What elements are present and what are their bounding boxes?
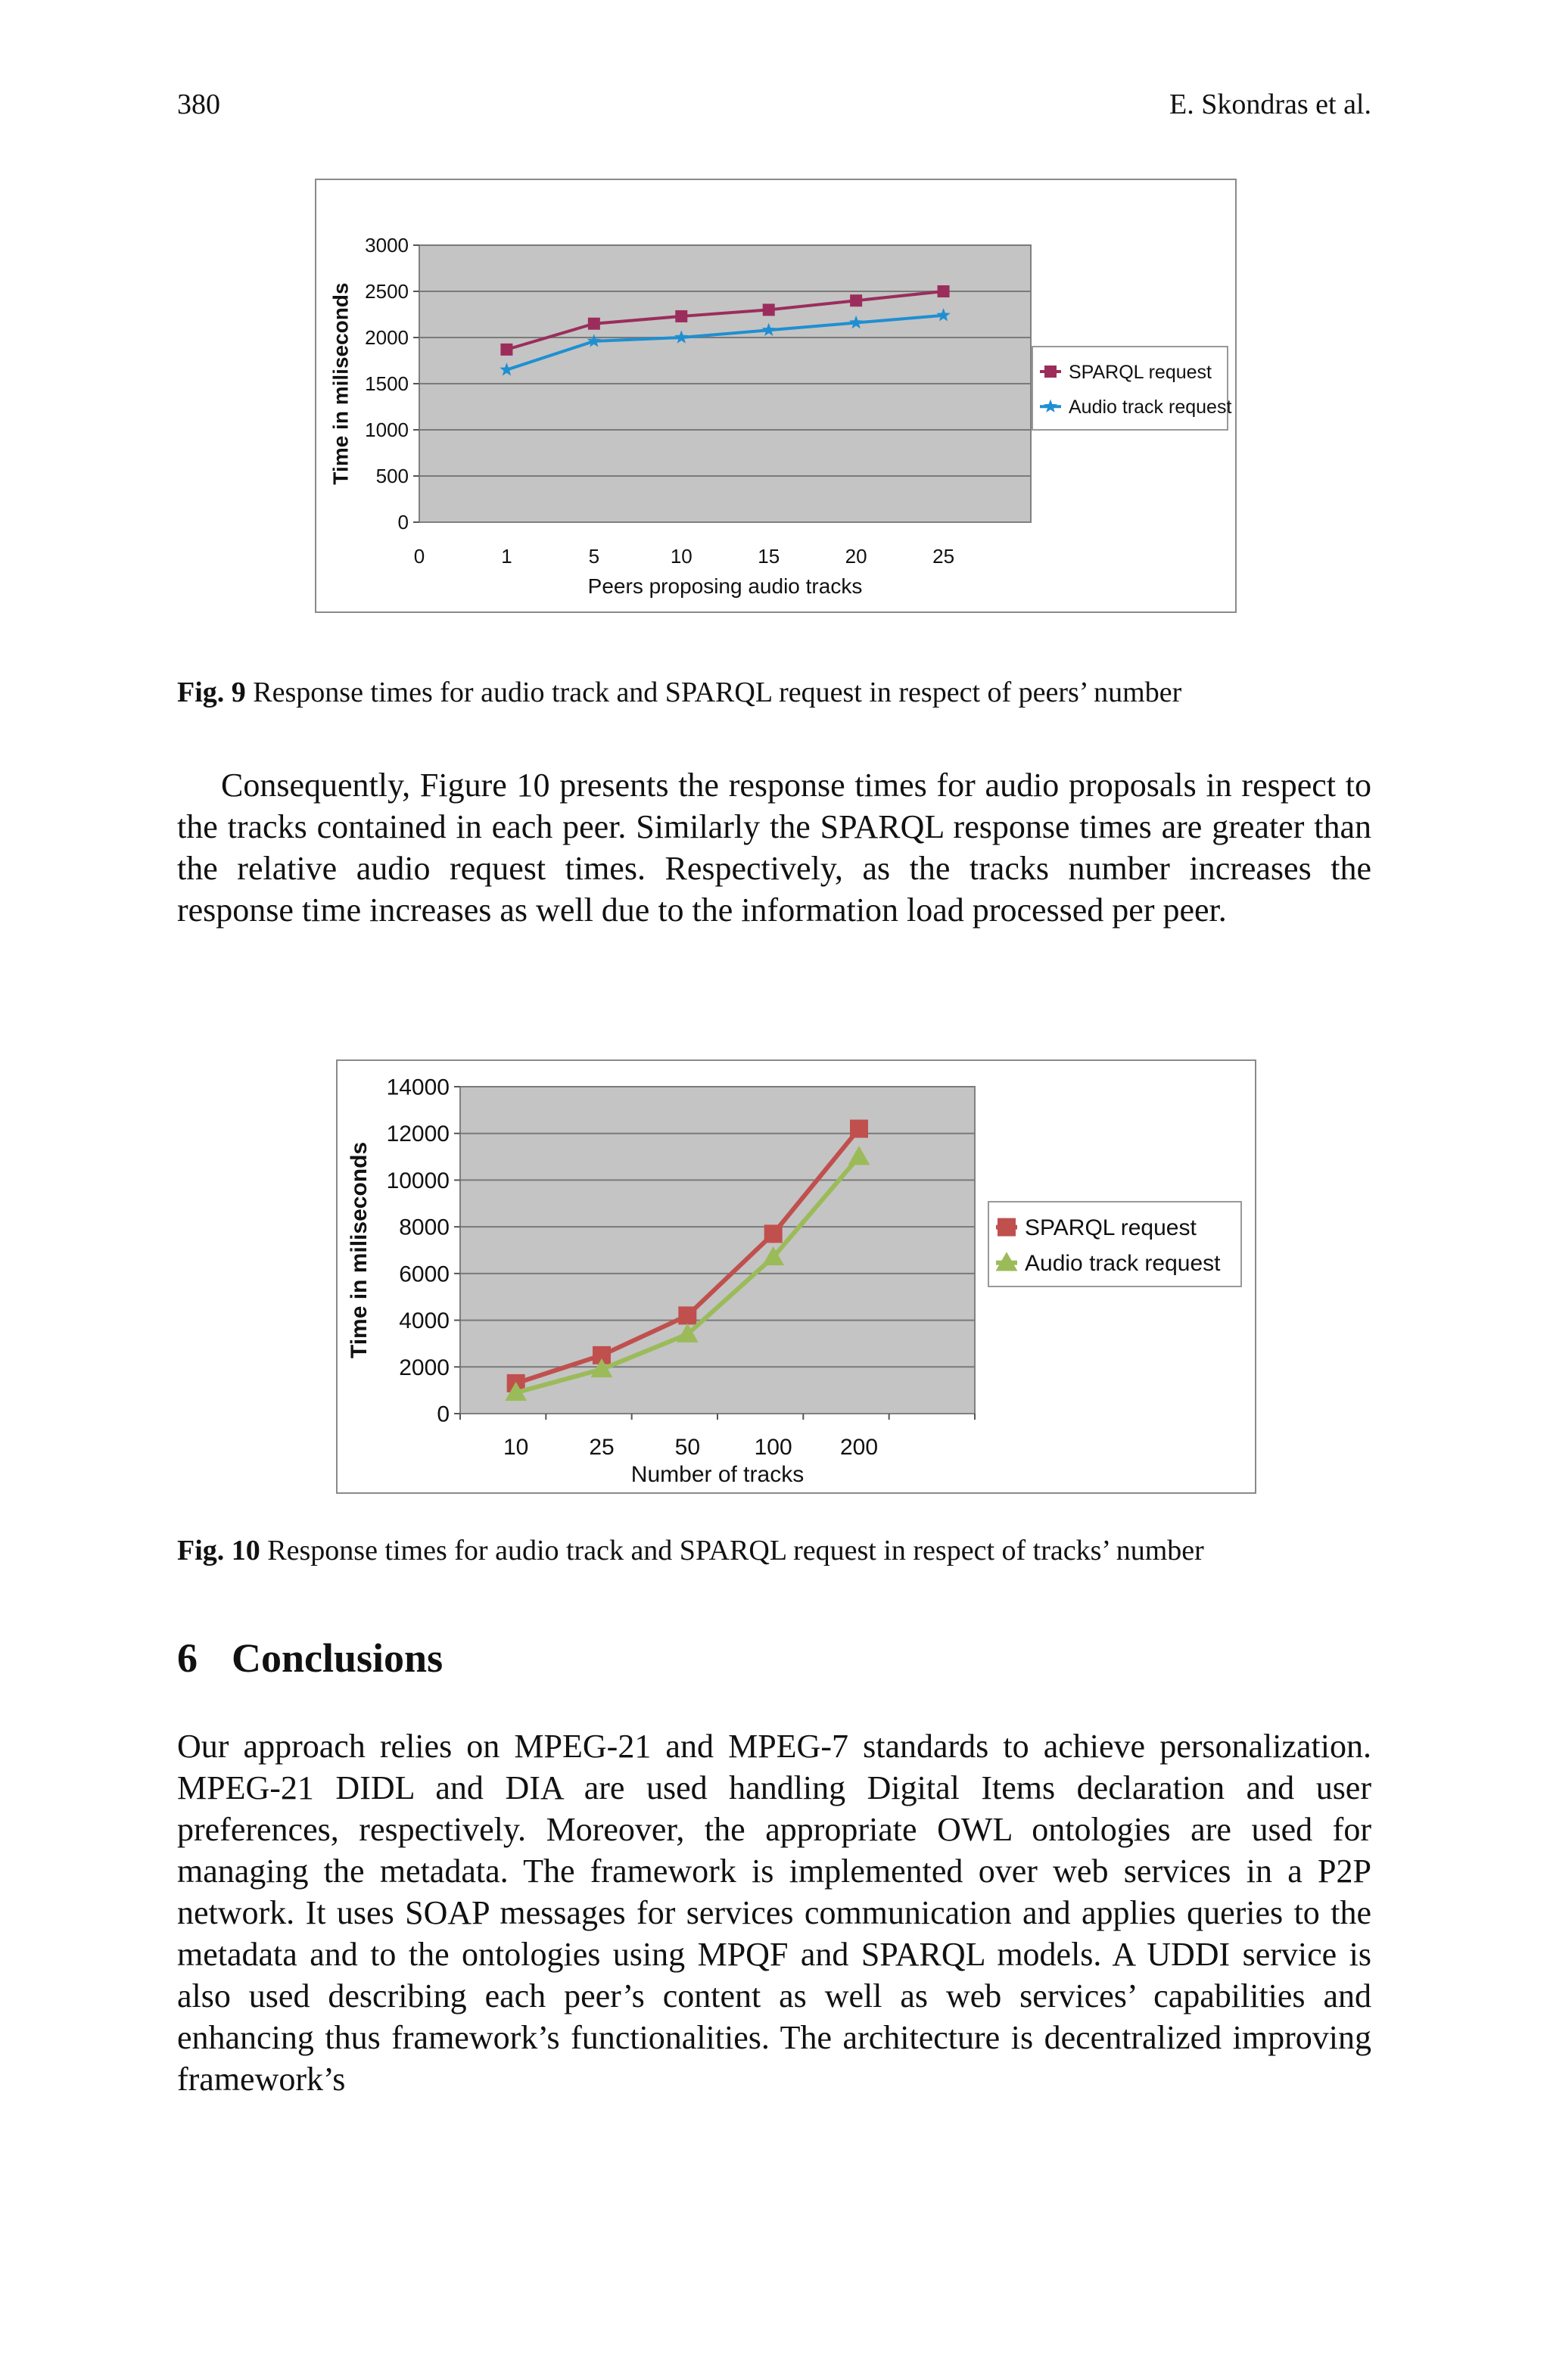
paragraph-conclusions: Our approach relies on MPEG-21 and MPEG-7 standards to achieve personalization. MPEG-21 DIDL and DIA are used handling Digital Items declaration and user preferences, respectively. Moreover, the appropriate OWL ontologies are used for managing the metadata. The framework is implemented over web services in a P2P network. It uses SOAP messages for services communication and applies queries to the metadata and to the ontologies using MPQF and SPARQL models. A UDDI service is also used describing each peer’s content as well as web services’ capabilities and enhancing thus framework’s functionalities. The architecture is decentralized improving framework’s: [177, 1728, 1371, 2098]
y-tick-label: 6000: [399, 1262, 450, 1287]
legend-label-1: Audio track request: [1069, 396, 1232, 418]
y-tick-label: 3000: [365, 234, 409, 257]
legend-label-0: SPARQL request: [1025, 1215, 1197, 1241]
plot-area: [460, 1087, 975, 1414]
y-tick-label: 2500: [365, 280, 409, 303]
figure-9-caption: [177, 675, 1388, 710]
data-point-0-3: [764, 1224, 783, 1243]
chart-10-svg: [338, 1061, 1255, 1492]
y-tick-label: 14000: [386, 1075, 450, 1100]
data-point-0-4: [850, 1120, 868, 1138]
data-point-0-2: [675, 310, 687, 322]
y-tick-label: 2000: [365, 326, 409, 350]
figure-10-caption-text: Response times for audio track and SPARQL request in respect of tracks’ number: [267, 1535, 1204, 1566]
data-point-0-0: [500, 344, 512, 356]
figure-10-chart: [336, 1059, 1256, 1494]
y-axis-label: Time in miliseconds: [328, 282, 353, 485]
section-title: Conclusions: [232, 1635, 444, 1681]
legend-label-1: Audio track request: [1025, 1251, 1221, 1277]
figure-10-label: Fig. 10: [177, 1535, 260, 1566]
data-point-0-3: [763, 303, 775, 316]
x-tick-label: 25: [589, 1435, 615, 1460]
y-tick-label: 4000: [399, 1308, 450, 1334]
data-point-0-1: [588, 318, 600, 330]
x-tick-label: 15: [758, 545, 780, 568]
y-tick-label: 1000: [365, 418, 409, 442]
y-tick-label: 10000: [386, 1168, 450, 1193]
x-tick-label: 200: [839, 1435, 879, 1460]
chart-9-svg: [316, 180, 1235, 611]
x-tick-label: 10: [670, 545, 693, 568]
x-axis-label: Number of tracks: [630, 1462, 805, 1487]
data-point-0-2: [678, 1306, 696, 1324]
x-axis-label: Peers proposing audio tracks: [587, 574, 863, 598]
legend-label-0: SPARQL request: [1069, 361, 1212, 383]
section-number: 6: [177, 1635, 198, 1681]
y-axis-label: Time in miliseconds: [346, 1141, 372, 1359]
figure-9-chart: [315, 179, 1237, 613]
paragraph-figure-10-discussion: Consequently, Figure 10 presents the response times for audio proposals in respect to the tracks contained in each peer. Similarly the SPARQL response times are greater than the relative audio request times. Respectively, as the tracks number increases the response time increases as well due to the information load processed per peer.: [177, 767, 1371, 929]
legend-marker-0: [998, 1218, 1016, 1237]
legend-marker-0: [1044, 366, 1057, 378]
figure-9-label: Fig. 9: [177, 677, 246, 708]
page-number: 380: [177, 89, 220, 120]
figure-10-caption: [177, 1533, 1388, 1568]
x-tick-label: 50: [674, 1435, 701, 1460]
y-tick-label: 12000: [386, 1122, 450, 1147]
y-tick-label: 1500: [365, 372, 409, 396]
x-tick-label: 10: [503, 1435, 529, 1460]
x-tick-label: 25: [932, 545, 955, 568]
running-author: E. Skondras et al.: [1169, 89, 1371, 120]
x-tick-label: 0: [413, 545, 425, 568]
page-header: [177, 88, 1371, 126]
x-tick-label: 1: [501, 545, 512, 568]
y-tick-label: 500: [375, 465, 409, 488]
y-tick-label: 8000: [399, 1215, 450, 1240]
x-tick-label: 20: [845, 545, 867, 568]
x-tick-label: 100: [754, 1435, 792, 1460]
figure-9-caption-text: Response times for audio track and SPARQL request in respect of peers’ number: [253, 677, 1182, 708]
y-tick-label: 0: [437, 1402, 450, 1427]
y-tick-label: 0: [397, 511, 409, 534]
x-tick-label: 5: [588, 545, 600, 568]
data-point-0-4: [850, 294, 862, 306]
y-tick-label: 2000: [399, 1355, 450, 1380]
data-point-0-5: [938, 285, 950, 297]
section-heading-conclusions: [177, 1635, 443, 1682]
